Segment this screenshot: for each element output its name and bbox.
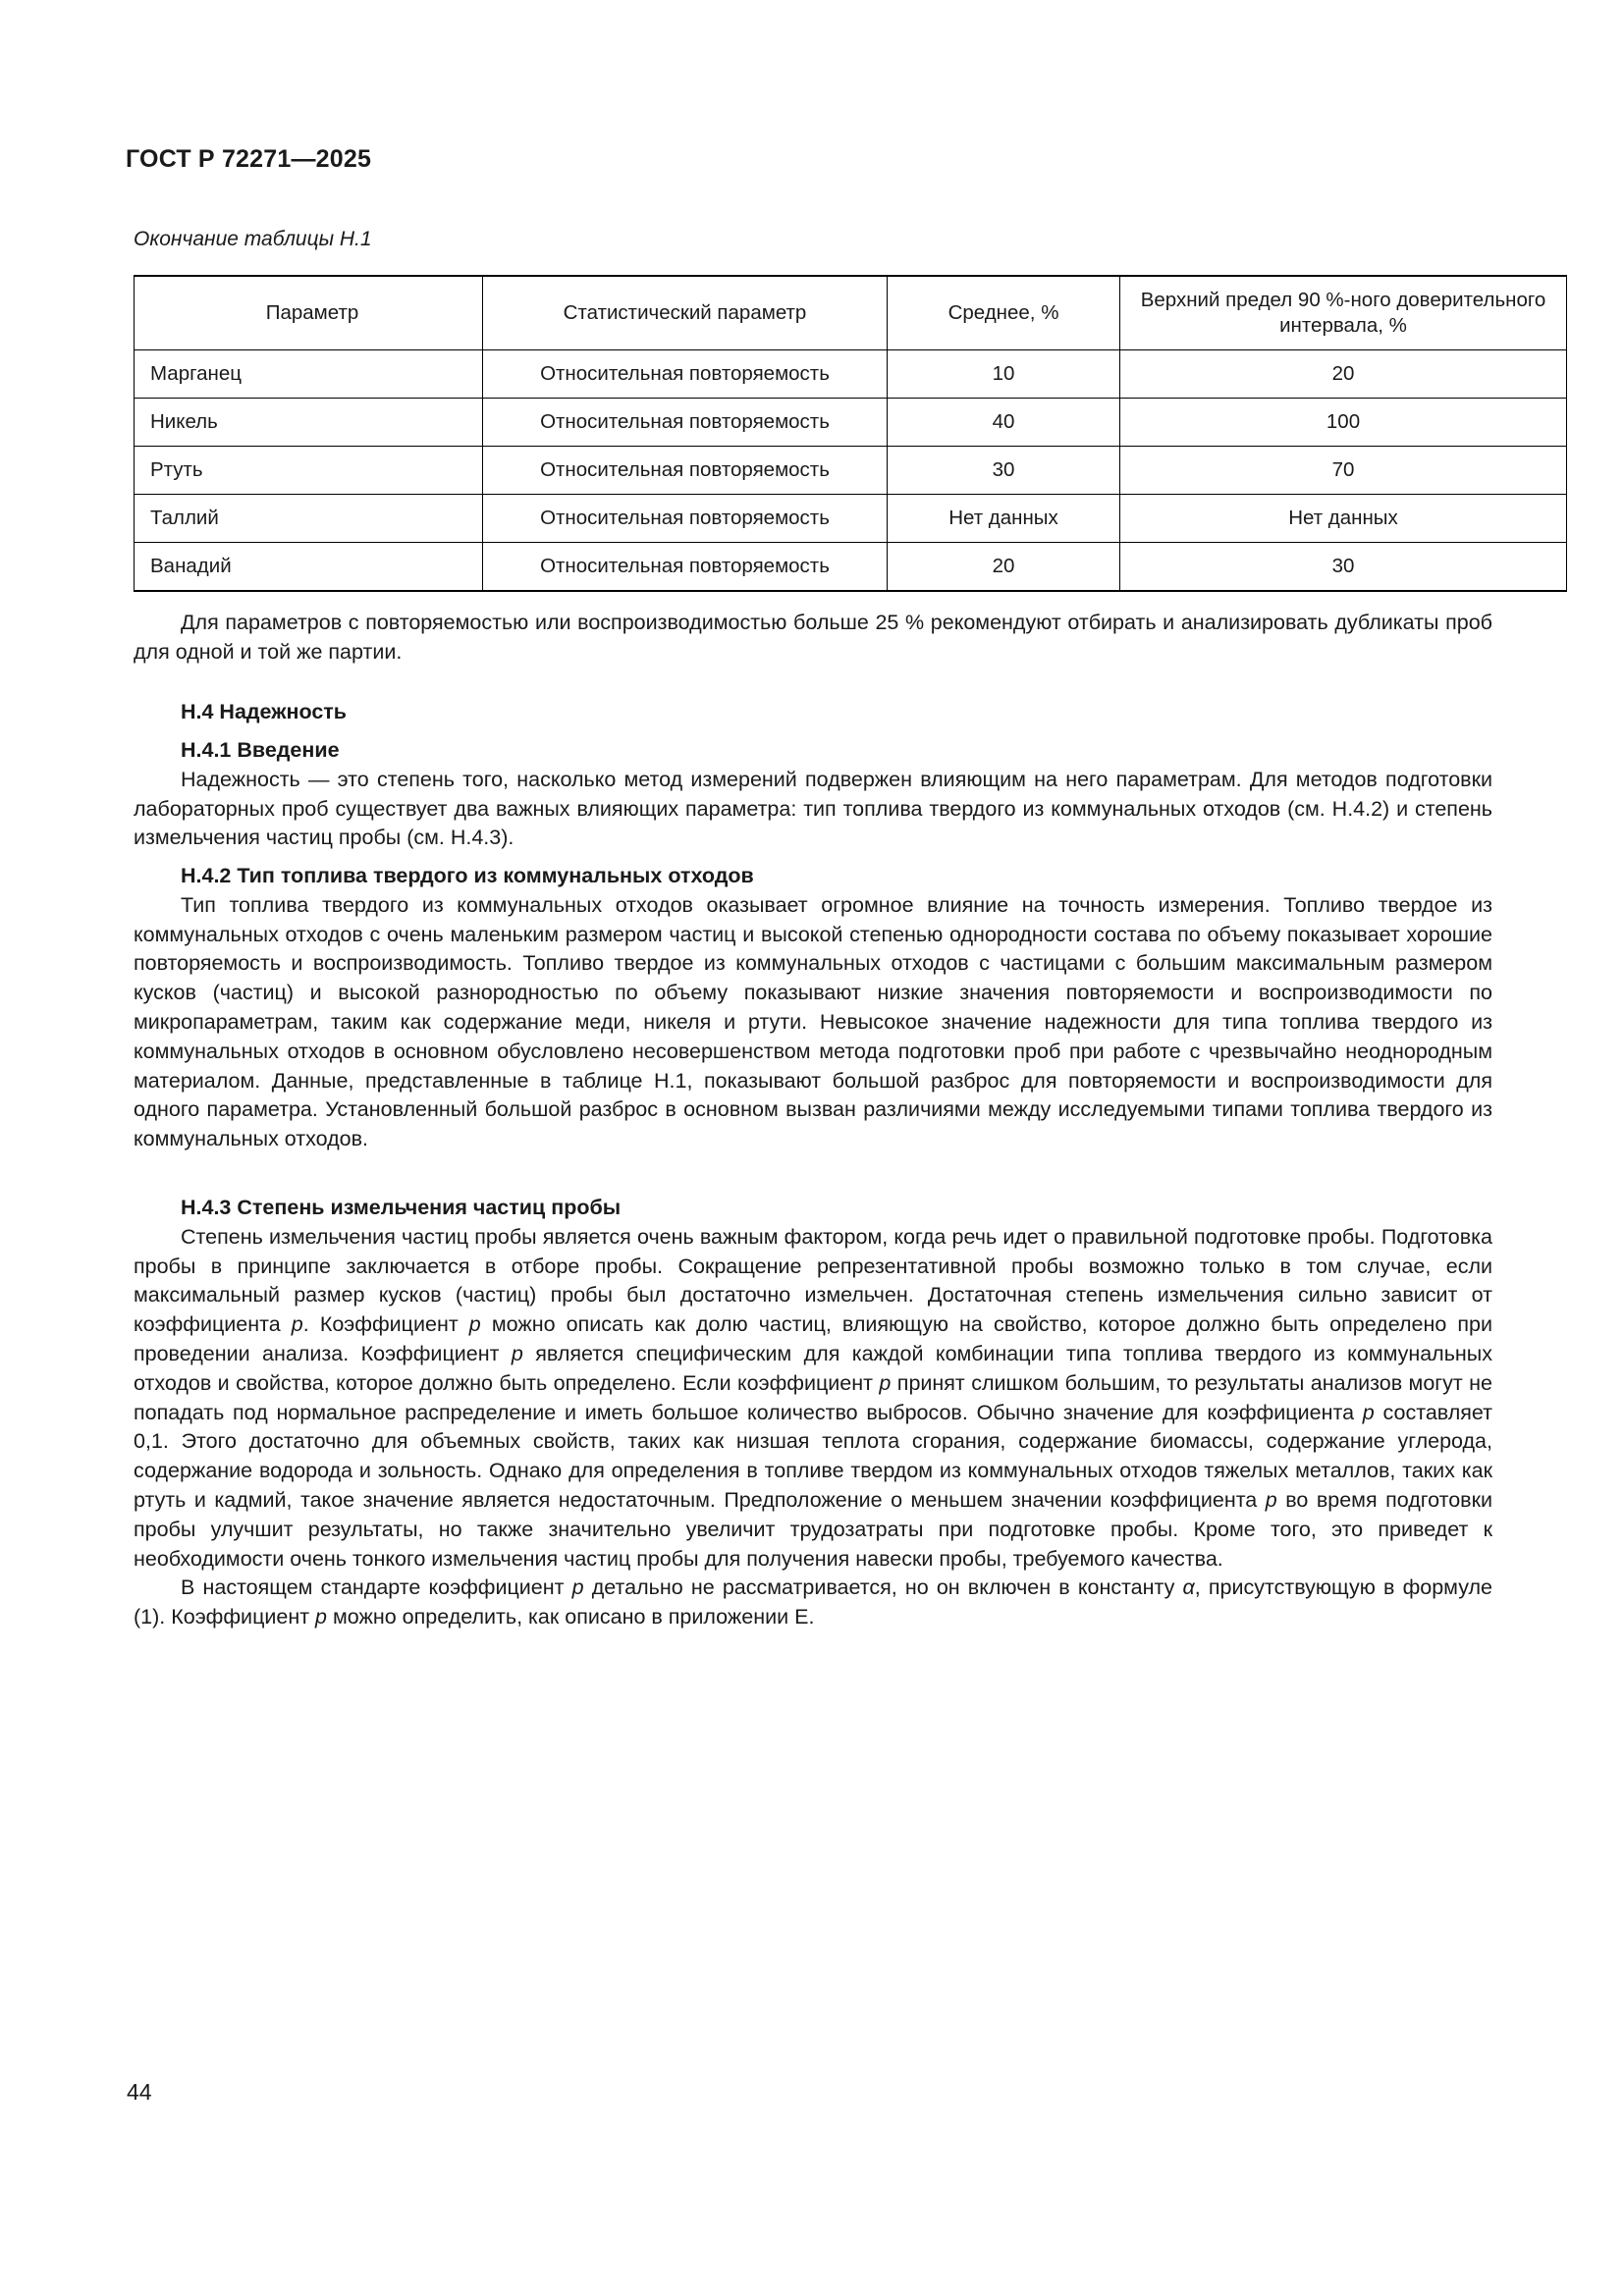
cell-parameter: Никель bbox=[135, 399, 483, 447]
cell-upper: 30 bbox=[1120, 543, 1567, 592]
section-h43-block bbox=[134, 1194, 1492, 1632]
heading-h43: Н.4.3 Степень измельчения частиц пробы bbox=[181, 1196, 622, 1219]
cell-statistic: Относительная повторяемость bbox=[483, 447, 888, 495]
cell-statistic: Относительная повторяемость bbox=[483, 543, 888, 592]
h43-text-1e: принят слишком большим, то результаты анализов могут не попадать под нормальное распределение и иметь большое количество выбросов. Обычно значение для коэффициента bbox=[134, 1370, 1492, 1424]
cell-upper: Нет данных bbox=[1120, 495, 1567, 543]
h43-text-1g: во время подготовки пробы улучшит результаты, но также значительно увеличит трудозатраты при подготовке пробы. Кроме того, это приведет к необходимости очень тонкого измельчения частиц пробы для получения навески пробы, требуемого качества. bbox=[134, 1487, 1493, 1571]
page-number: 44 bbox=[127, 2079, 152, 2105]
cell-parameter: Ванадий bbox=[135, 543, 483, 592]
h43-text-2a: В настоящем стандарте коэффициент bbox=[181, 1575, 572, 1600]
table-caption: Окончание таблицы Н.1 bbox=[134, 228, 372, 250]
cell-upper: 100 bbox=[1120, 399, 1567, 447]
cell-statistic: Относительная повторяемость bbox=[483, 495, 888, 543]
variable-p: p bbox=[1265, 1487, 1277, 1512]
column-header-parameter: Параметр bbox=[135, 276, 483, 350]
h43-text-2b: детально не рассматривается, но он включен в константу bbox=[583, 1575, 1183, 1600]
section-h4-block bbox=[134, 698, 1492, 727]
column-header-upper-limit: Верхний предел 90 %-ного доверительного интервала, % bbox=[1120, 276, 1567, 350]
variable-p: p bbox=[511, 1341, 523, 1365]
cell-statistic: Относительная повторяемость bbox=[483, 399, 888, 447]
table-header bbox=[135, 276, 1567, 350]
h43-text-1a: Степень измельчения частиц пробы является очень важным фактором, когда речь идет о правильной подготовке пробы. Подготовка пробы в принципе заключается в отборе пробы. Сокращение репрезентативной пробы возможно только в том случае, если максимальный размер кусков (частиц) пробы был достаточно измельчен. Достаточная степень измельчения сильно зависит от коэффициента bbox=[134, 1224, 1492, 1337]
variable-p: p bbox=[291, 1312, 303, 1337]
paragraph-h43-first bbox=[134, 1223, 1492, 1575]
heading-h41: Н.4.1 Введение bbox=[181, 738, 340, 762]
cell-parameter: Марганец bbox=[135, 350, 483, 399]
table-row bbox=[135, 495, 1567, 543]
variable-p: p bbox=[1362, 1400, 1375, 1424]
h43-text-2d: можно определить, как описано в приложении Е. bbox=[327, 1605, 815, 1629]
table-row bbox=[135, 399, 1567, 447]
h43-text-2c: , присутствующую в формуле (1). Коэффициент bbox=[134, 1575, 1492, 1629]
cell-mean: Нет данных bbox=[888, 495, 1120, 543]
heading-h42: Н.4.2 Тип топлива твердого из коммунальных отходов bbox=[181, 864, 754, 887]
cell-mean: 20 bbox=[888, 543, 1120, 592]
running-head: ГОСТ Р 72271—2025 bbox=[126, 145, 372, 173]
variable-p: p bbox=[571, 1575, 584, 1600]
h43-text-1d: является специфическим для каждой комбинации типа топлива твердого из коммунальных отходов и свойства, которое должно быть определено. Если коэффициент bbox=[134, 1341, 1492, 1395]
cell-mean: 30 bbox=[888, 447, 1120, 495]
column-header-statistic: Статистический параметр bbox=[483, 276, 888, 350]
paragraph-after-table: Для параметров с повторяемостью или воспроизводимостью больше 25 % рекомендуют отбирать и анализировать дубликаты проб для одной и той же партии. bbox=[134, 611, 1492, 664]
variable-p: p bbox=[468, 1312, 481, 1337]
cell-statistic: Относительная повторяемость bbox=[483, 350, 888, 399]
variable-p: p bbox=[879, 1370, 892, 1395]
table-row bbox=[135, 350, 1567, 399]
section-h42-block bbox=[134, 862, 1492, 1154]
h43-text-1f: составляет 0,1. Этого достаточно для объемных свойств, таких как низшая теплота сгорания, содержание биомассы, содержание углерода, содержание водорода и зольность. Однако для определения в топливе твердом из коммунальных отходов тяжелых металлов, таких как ртуть и кадмий, такое значение является недостаточным. Предположение о меньшем значении коэффициента bbox=[134, 1400, 1492, 1512]
cell-parameter: Ртуть bbox=[135, 447, 483, 495]
variable-alpha: α bbox=[1182, 1575, 1195, 1600]
paragraph-h42: Тип топлива твердого из коммунальных отходов оказывает огромное влияние на точность измерения. Топливо твердое из коммунальных отходов с очень маленьким размером частиц и высокой степенью однородности состава по объему показывает хорошие повторяемость и воспроизводимость. Топливо твердое из коммунальных отходов с частицами с большим максимальным размером кусков (частиц) и высокой разнородностью по объему показывают низкие значения повторяемости и воспроизводимости по микропараметрам, таким как содержание меди, никеля и ртути. Невысокое значение надежности для типа топлива твердого из коммунальных отходов в основном обусловлено несовершенством метода подготовки проб при работе с чрезвычайно неоднородным материалом. Данные, представленные в таблице Н.1, показывают большой разброс для повторяемости и воспроизводимости для одного параметра. Установленный большой разброс в основном вызван различиями между исследуемыми типами топлива твердого из коммунальных отходов. bbox=[134, 892, 1492, 1151]
paragraph-h41: Надежность — это степень того, насколько метод измерений подвержен влияющим на него параметрам. Для методов подготовки лабораторных проб существует два важных влияющих параметра: тип топлива твердого из коммунальных отходов (см. Н.4.2) и степень измельчения частиц пробы (см. Н.4.3). bbox=[134, 767, 1492, 850]
section-h41-block bbox=[134, 736, 1492, 853]
cell-upper: 70 bbox=[1120, 447, 1567, 495]
cell-mean: 40 bbox=[888, 399, 1120, 447]
column-header-mean: Среднее, % bbox=[888, 276, 1120, 350]
table-header-row bbox=[135, 276, 1567, 350]
cell-parameter: Таллий bbox=[135, 495, 483, 543]
table-row bbox=[135, 447, 1567, 495]
table-body bbox=[135, 350, 1567, 592]
cell-upper: 20 bbox=[1120, 350, 1567, 399]
h43-text-1b: . Коэффициент bbox=[302, 1312, 469, 1337]
paragraph-h43-second bbox=[134, 1574, 1492, 1632]
paragraph-after-table-block bbox=[134, 609, 1492, 667]
heading-h4: Н.4 Надежность bbox=[181, 700, 348, 723]
h43-text-1c: можно описать как долю частиц, влияющую на свойство, которое должно быть определено при проведении анализа. Коэффициент bbox=[134, 1312, 1492, 1365]
table-row bbox=[135, 543, 1567, 592]
cell-mean: 10 bbox=[888, 350, 1120, 399]
variable-p: p bbox=[315, 1605, 328, 1629]
statistics-table bbox=[134, 275, 1567, 592]
